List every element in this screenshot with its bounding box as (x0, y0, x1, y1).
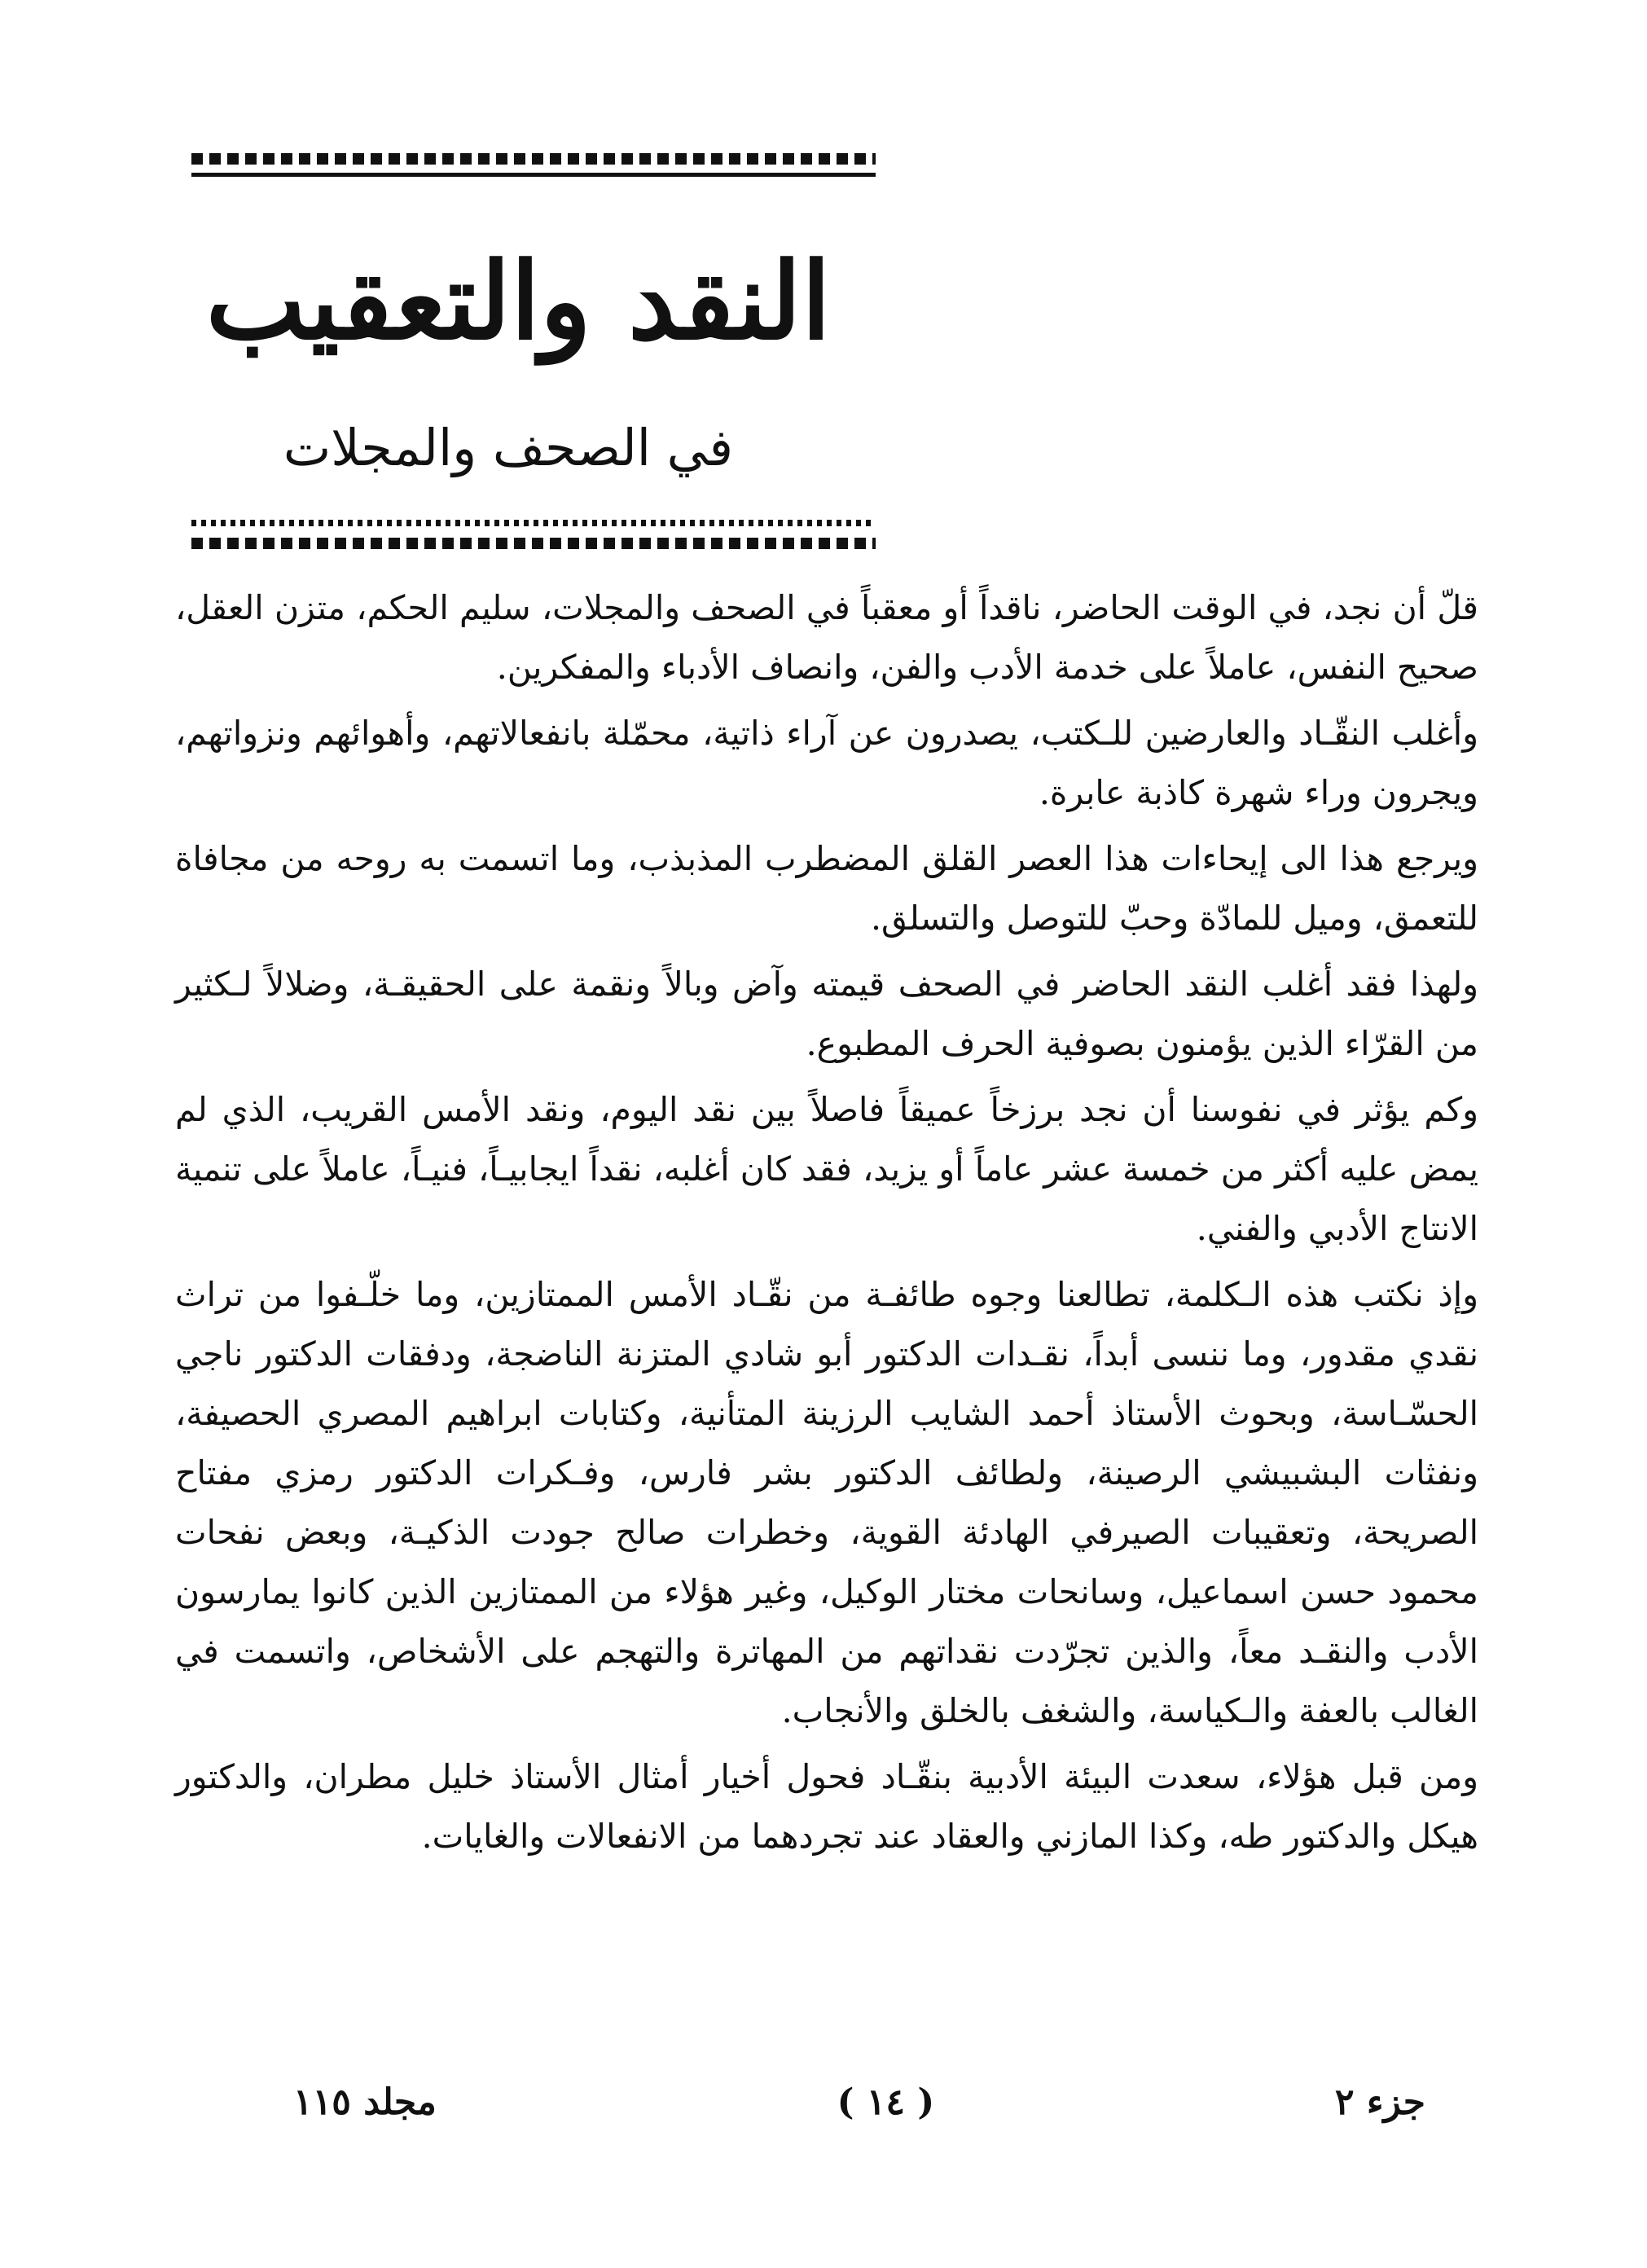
paragraph: ويرجع هذا الى إيحاءات هذا العصر القلق المضطرب المذبذب، وما اتسمت به روحه من مجافاة للتعمق، وميل للمادّة وحبّ للتوصل والتسلق. (175, 839, 1478, 938)
paragraph: ومن قبل هؤلاء، سعدت البيئة الأدبية بنقّـاد فحول أخيار أمثال الأستاذ خليل مطران، والدكتور هيكل والدكتور طه، وكذا المازني والعقاد عند تجردهما من الانفعالات والغايات. (175, 1757, 1478, 1856)
page-footer (293, 2073, 1425, 2130)
divider-dotted-line (191, 520, 876, 526)
paragraph: قلّ أن نجد، في الوقت الحاضر، ناقداً أو معقباً في الصحف والمجلات، سليم الحكم، متزن العقل، صحيح النفس، عاملاً على خدمة الأدب والفن، وانصاف الأدباء والمفكرين. (175, 588, 1478, 687)
divider-ornamental-border (191, 538, 876, 549)
paragraph: وإذ نكتب هذه الـكلمة، تطالعنا وجوه طائفـة من نقّـاد الأمس الممتازين، وما خلّـفوا من تراث نقدي مقدور، وما ننسى أبداً، نقـدات الدكتور أبو شادي المتزنة الناضجة، ودفقات الدكتور ناجي الحسّـاسة، وبحوث الأستاذ أحمد الشايب الرزينة المتأنية، وكتابات ابراهيم المصري الحصيفة، ونفثات البشبيشي الرصينة، ولطائف الدكتور بشر فارس، وفـكرات الدكتور رمزي مفتاح الصريحة، وتعقيبات الصيرفي الهادئة القوية، وخطرات صالح جودت الذكيـة، وبعض نفحات محمود حسن اسماعيل، وسانحات مختار الوكيل، وغير هؤلاء من الممتازين الذين كانوا يمارسون الأدب والنقـد معاً، والذين تجرّدت نقداتهم من المهاترة والتهجم على الأشخاص، واتسمت في الغالب بالعفة والـكياسة، والشغف بالخلق والأنجاب. (175, 1275, 1478, 1730)
top-rule (191, 173, 876, 177)
volume-number: مجلد ١١٥ (293, 2081, 437, 2123)
top-ornamental-border (191, 153, 876, 165)
article-subtitle: في الصحف والمجلات (283, 418, 733, 477)
paragraph: ولهذا فقد أغلب النقد الحاضر في الصحف قيمته وآض وبالاً ونقمة على الحقيقـة، وضلالاً لـكثير من القرّاء الذين يؤمنون بصوفية الحرف المطبوع. (175, 965, 1478, 1063)
paragraph: وكم يؤثر في نفوسنا أن نجد برزخاً عميقاً فاصلاً بين نقد اليوم، ونقد الأمس القريب، الذي لم يمض عليه أكثر من خمسة عشر عاماً أو يزيد، فقد كان أغلبه، نقداً ايجابيـاً، فنيـاً، عاملاً على تنمية الانتاج الأدبي والفني. (175, 1090, 1478, 1248)
article-body (175, 578, 1478, 2094)
paragraph: وأغلب النقّـاد والعارضين للـكتب، يصدرون عن آراء ذاتية، محمّلة بانفعالاتهم، وأهوائهم ونزواتهم، ويجرون وراء شهرة كاذبة عابرة. (175, 714, 1478, 812)
article-title: النقد والتعقيب (205, 239, 831, 363)
part-number: جزء ٢ (1334, 2081, 1425, 2123)
page-number: ( ١٤ ) (837, 2081, 935, 2123)
